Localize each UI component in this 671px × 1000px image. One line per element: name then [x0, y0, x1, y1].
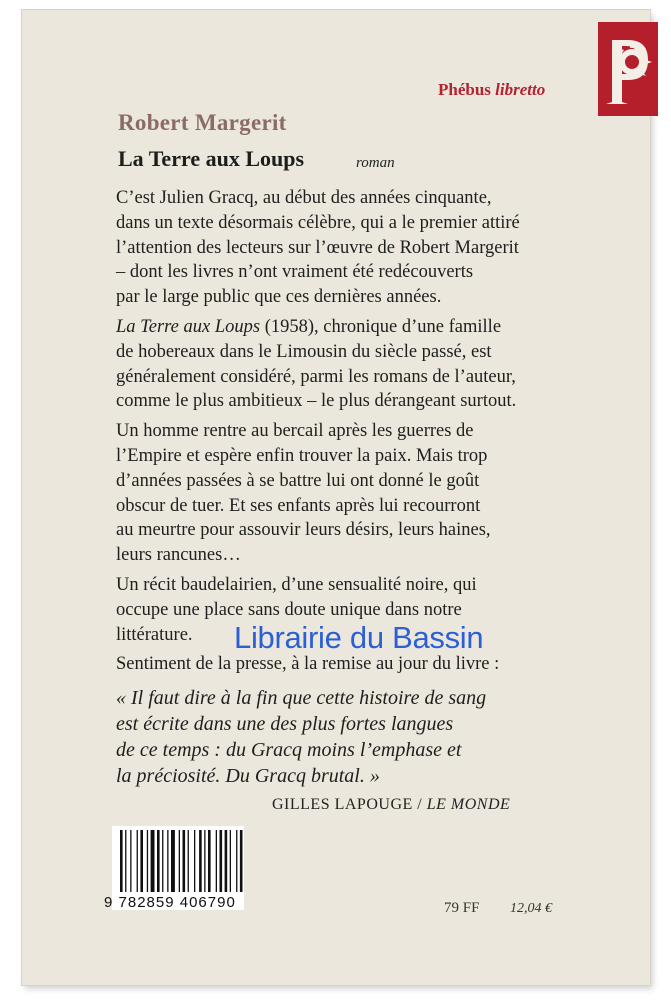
text-line: dans un texte désormais célèbre, qui a le premier attiré: [116, 212, 520, 233]
text-line: Un homme rentre au bercail après les guerres de: [116, 421, 474, 442]
barcode-bar: [147, 830, 148, 892]
text-line: d’années passées à se battre lui ont donné le goût: [116, 470, 480, 491]
press-quote: [116, 685, 556, 789]
text-line: par le large public que ces dernières années.: [116, 287, 442, 308]
barcode-bar: [236, 830, 237, 892]
bookseller-watermark: Librairie du Bassin: [234, 620, 484, 655]
barcode-bar: [151, 830, 155, 892]
text-line: l’Empire et espère enfin trouver la paix. Mais trop: [116, 445, 488, 466]
publisher-name: Phébus: [438, 80, 491, 99]
text-line: occupe une place sans doute unique dans notre: [116, 599, 462, 620]
text-fragment: (1958), chronique d’une famille: [260, 316, 502, 337]
text-line: comme le plus ambitieux – le plus dérangeant surtout.: [116, 391, 517, 412]
barcode-bar: [171, 830, 175, 892]
text-line: C’est Julien Gracq, au début des années cinquante,: [116, 188, 492, 208]
text-line: [116, 315, 546, 340]
barcode-bar: [230, 830, 231, 892]
barcode-bar: [208, 830, 211, 892]
barcode-bar: [130, 830, 131, 892]
barcode-bar: [140, 830, 143, 892]
barcode-bar: [240, 830, 243, 892]
barcode-bar: [220, 830, 223, 892]
barcode-bar: [157, 830, 160, 892]
text-line: Un récit baudelairien, d’une sensualité noire, qui: [116, 574, 477, 595]
blurb-text: [116, 186, 546, 682]
text-line: – dont les livres n’ont vraiment été redécouverts: [116, 262, 474, 283]
author-name: Robert Margerit: [118, 110, 287, 135]
barcode-bar: [167, 830, 168, 892]
barcode-number: 9 782859 406790: [104, 894, 236, 911]
quote-source: LE MONDE: [426, 796, 511, 813]
text-line: l’attention des lecteurs sur l’œuvre de Robert Margerit: [116, 237, 519, 258]
quote-line: « Il faut dire à la fin que cette histoire de sang: [116, 687, 487, 709]
barcode-bar: [194, 830, 195, 892]
publisher-imprint: [438, 80, 588, 100]
barcode-bar: [120, 830, 123, 892]
blurb-paragraph-3: [116, 419, 546, 568]
quote-author: GILLES LAPOUGE: [272, 796, 413, 813]
barcode-bar: [225, 830, 228, 892]
text-line: obscur de tuer. Et ses enfants après lui recourront: [116, 495, 481, 516]
price-francs: 79 FF: [444, 900, 480, 916]
barcode-bar: [183, 830, 186, 892]
text-line: littérature.: [116, 624, 193, 645]
barcode-bar: [125, 830, 126, 892]
blurb-paragraph-1: [116, 186, 546, 310]
text-line: Sentiment de la presse, à la remise au jour du livre :: [116, 654, 500, 675]
barcode-bar: [137, 830, 138, 892]
title-reference: La Terre aux Loups: [116, 316, 261, 337]
barcode-bar: [162, 830, 163, 892]
text-line: au meurtre pour assouvir leurs désirs, leurs haines,: [116, 520, 491, 541]
quote-line: de ce temps : du Gracq moins l’emphase et: [116, 739, 462, 761]
publisher-logo: [598, 22, 658, 116]
barcode-bar: [216, 830, 217, 892]
series-name: libretto: [495, 80, 546, 99]
blurb-paragraph-5: [116, 652, 546, 677]
book-genre: roman: [356, 155, 395, 171]
quote-attribution: [272, 796, 510, 814]
barcode-bar: [204, 830, 205, 892]
quote-line: la préciosité. Du Gracq brutal. »: [116, 765, 380, 787]
barcode-bar: [199, 830, 202, 892]
book-title: La Terre aux Loups: [118, 146, 305, 171]
text-line: généralement considéré, parmi les romans de l’auteur,: [116, 366, 516, 387]
text-line: de hobereaux dans le Limousin du siècle passé, est: [116, 341, 492, 362]
quote-line: est écrite dans une des plus fortes langues: [116, 713, 454, 735]
blurb-paragraph-2: [116, 315, 546, 414]
price-euros: 12,04 €: [510, 901, 552, 916]
barcode-bar: [188, 830, 189, 892]
text-line: leurs rancunes…: [116, 545, 241, 566]
barcode-bar: [179, 830, 180, 892]
quote-separator: /: [412, 796, 427, 813]
